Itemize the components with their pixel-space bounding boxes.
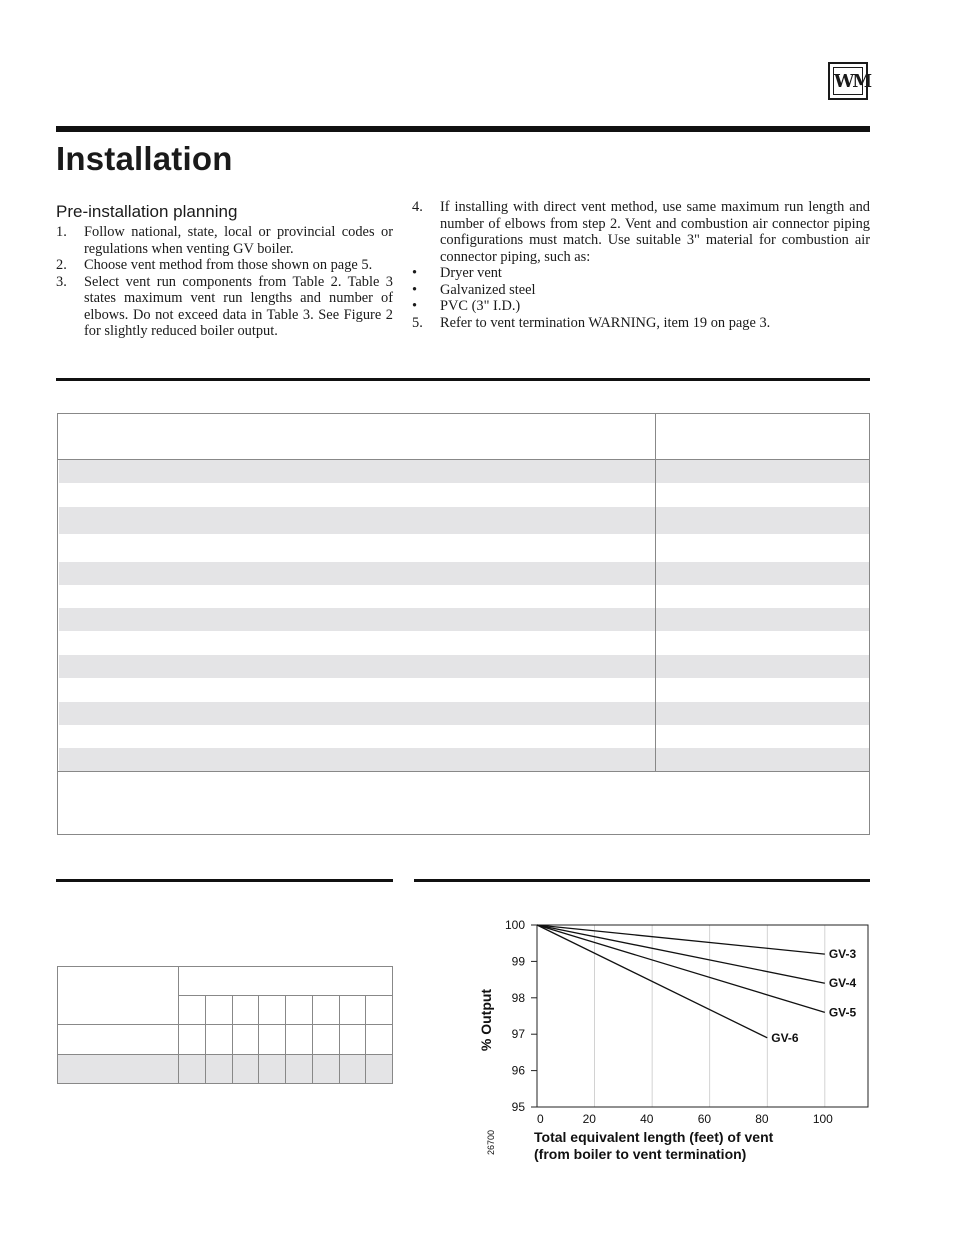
table-cell [339, 996, 366, 1025]
list-item: 3. Select vent run components from Table 2. Table 3 states maximum vent run lengths and number of elbows. Do not exceed data in Table 3. See Figure 2 for slightly reduced boiler output. [56, 273, 393, 339]
table-cell [232, 996, 259, 1025]
x-axis-label: Total equivalent length (feet) of vent [534, 1129, 774, 1145]
table-cell [179, 1025, 206, 1055]
x-tick-label: 20 [582, 1112, 596, 1126]
table-row [59, 483, 869, 506]
series-label: GV-6 [771, 1030, 799, 1045]
table-cell [312, 1055, 339, 1084]
figure-rule [414, 879, 870, 882]
table-cell [179, 996, 206, 1025]
vent-components-table [57, 413, 870, 835]
table-cell [286, 996, 313, 1025]
vent-length-table [57, 966, 393, 1084]
x-tick-label: 0 [537, 1112, 544, 1126]
list-item: 5. Refer to vent termination WARNING, item 19 on page 3. [412, 314, 771, 331]
table-cell [205, 1025, 232, 1055]
table-cell [286, 1055, 313, 1084]
y-tick-label: 100 [504, 918, 525, 932]
bullet-item: • PVC (3" I.D.) [412, 298, 521, 314]
table-cell [179, 1055, 206, 1084]
x-tick-label: 60 [697, 1112, 712, 1126]
table-cell [339, 1025, 366, 1055]
series-label: GV-4 [828, 976, 857, 991]
table-cell [205, 996, 232, 1025]
table-row [59, 702, 869, 725]
table-cell [259, 1055, 286, 1084]
chart-plot [478, 918, 868, 1162]
table-cell [232, 1055, 259, 1084]
y-tick-label: 96 [511, 1063, 525, 1078]
table-row [59, 460, 869, 483]
table-row [59, 748, 869, 771]
table-column-divider [655, 414, 656, 771]
table-header-divider [58, 459, 869, 460]
table-cell [205, 1055, 232, 1084]
table-cell [366, 996, 393, 1025]
x-axis-label: (from boiler to vent termination) [534, 1146, 747, 1162]
y-tick-label: 95 [511, 1100, 525, 1114]
page-title: Installation [56, 140, 233, 177]
table-row [59, 562, 869, 585]
small-table-rule [56, 879, 393, 882]
series-line [537, 925, 825, 954]
table-cell [259, 1025, 286, 1055]
brand-logo-text: WM [833, 67, 863, 95]
table-cell [58, 1055, 179, 1084]
series-line [537, 925, 825, 1012]
table-row [59, 725, 869, 748]
table-footer-divider [58, 771, 869, 772]
table-row [59, 655, 869, 678]
table-row [59, 534, 869, 562]
table-cell [286, 1025, 313, 1055]
x-tick-label: 40 [640, 1112, 654, 1126]
table-row [59, 678, 869, 701]
x-tick-label: 80 [755, 1112, 769, 1126]
series-line [537, 925, 825, 983]
table-cell [259, 996, 286, 1025]
bullet-item: • Dryer vent [412, 265, 502, 281]
table-cell [58, 1025, 179, 1055]
output-chart [470, 910, 890, 1172]
list-item: 4. If installing with direct vent method, use same maximum run length and number of elbows from step 2. Vent and combustion air connector piping configurations must match. Use suitable 3" material for combustion air connector piping, such as: • Dryer vent • Galvanized steel • PVC (3" I.D.) [412, 199, 870, 314]
top-rule [56, 126, 870, 132]
y-tick-label: 99 [511, 954, 525, 969]
x-tick-label: 100 [812, 1112, 833, 1126]
list-item: 1. Follow national, state, local or provincial codes or regulations when venting GV boiler. [56, 224, 393, 257]
bullet-list [412, 265, 870, 315]
table-cell [366, 1055, 393, 1084]
table-cell [179, 967, 393, 996]
y-tick-label: 98 [511, 990, 525, 1005]
series-label: GV-3 [828, 947, 857, 962]
table-cell [366, 1025, 393, 1055]
table-row [59, 608, 869, 631]
section-heading: Pre-installation planning [56, 202, 238, 221]
planning-list-left [56, 224, 393, 340]
brand-logo [828, 62, 871, 100]
table-cell [232, 1025, 259, 1055]
table-cell [312, 996, 339, 1025]
planning-list-right [412, 199, 870, 331]
table-row [59, 631, 869, 654]
table-rule [56, 378, 870, 381]
table-cell [339, 1055, 366, 1084]
table-row [59, 507, 869, 534]
list-item: 2. Choose vent method from those shown on page 5. [56, 257, 373, 273]
y-axis-label: % Output [478, 988, 494, 1052]
y-tick-label: 97 [511, 1027, 525, 1042]
series-label: GV-5 [828, 1005, 857, 1020]
plot-frame [537, 925, 868, 1107]
figure-code: 26700 [486, 1129, 496, 1155]
table-cell [312, 1025, 339, 1055]
table-row [59, 585, 869, 608]
table-cell [58, 967, 179, 1025]
bullet-item: • Galvanized steel [412, 281, 536, 298]
